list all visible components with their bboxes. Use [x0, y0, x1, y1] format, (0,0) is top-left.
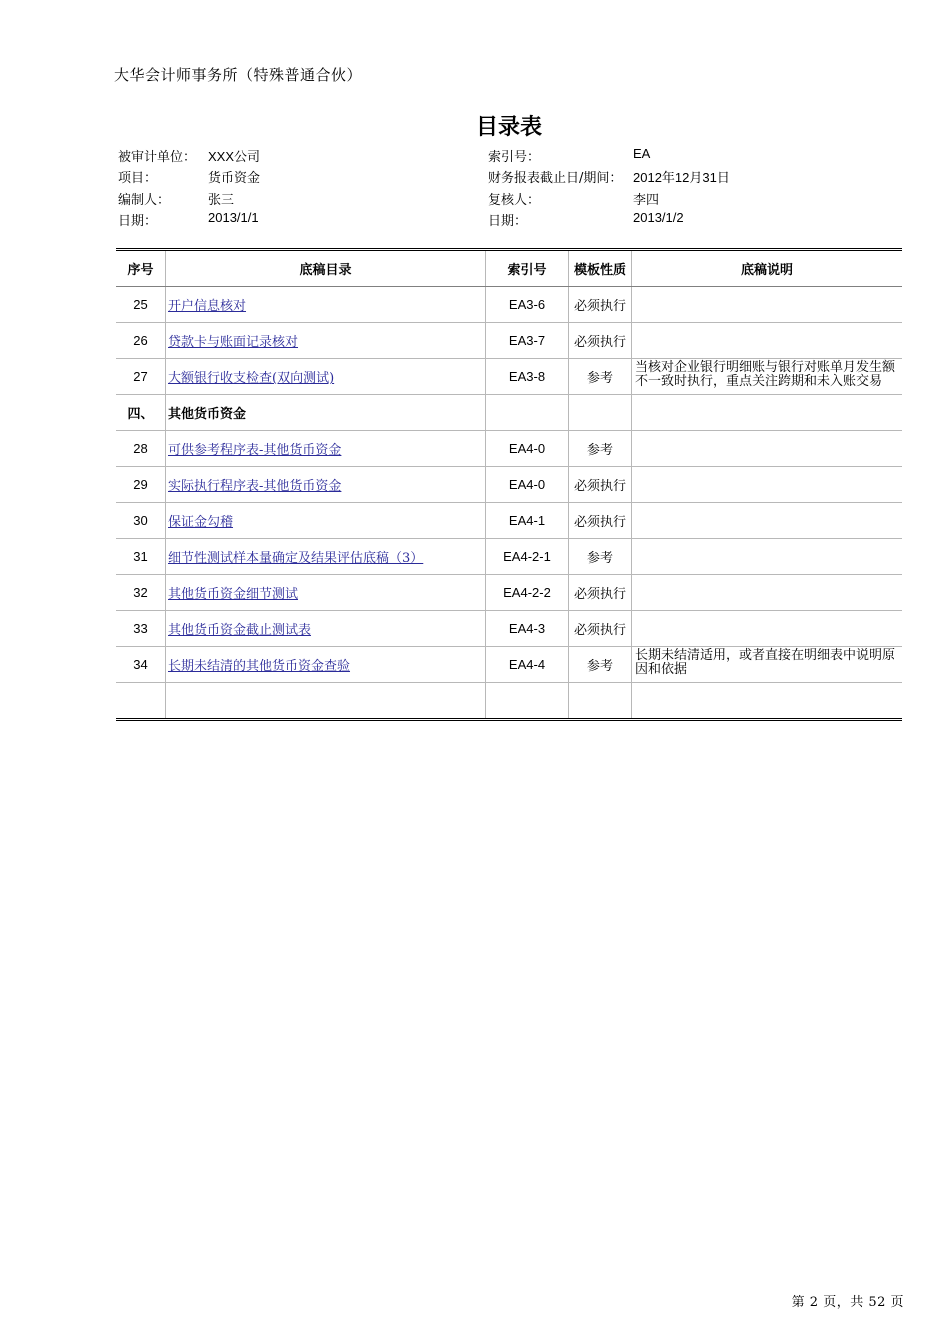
row-name-cell: [166, 395, 486, 430]
row-name-cell: [166, 503, 486, 538]
row-nature: 必须执行: [569, 287, 632, 322]
row-note: [632, 323, 902, 358]
date1-value: 2013/1/1: [208, 210, 259, 225]
date2-value: 2013/1/2: [633, 210, 684, 225]
workpaper-link[interactable]: 其他货币资金截止测试表: [168, 623, 312, 638]
header-no: 序号: [116, 251, 166, 286]
row-note: [632, 287, 902, 322]
table-row: [116, 647, 902, 683]
row-number: 四、: [116, 395, 166, 430]
section-title: 其他货币资金: [168, 407, 247, 422]
preparer-value: 张三: [208, 192, 235, 207]
row-number: 32: [116, 575, 166, 610]
row-nature: 参考: [569, 359, 632, 394]
index-value: EA: [633, 146, 651, 161]
row-index: EA4-0: [486, 431, 569, 466]
page-title: 目录表: [475, 115, 542, 140]
row-nature: 必须执行: [569, 611, 632, 646]
item-label: 项目：: [118, 171, 158, 186]
row-number: [116, 683, 166, 718]
workpaper-link[interactable]: 贷款卡与账面记录核对: [168, 335, 299, 350]
workpaper-link[interactable]: 其他货币资金细节测试: [168, 587, 299, 602]
workpaper-link[interactable]: 大额银行收支检查(双向测试): [168, 371, 335, 386]
row-number: 27: [116, 359, 166, 394]
row-nature: 必须执行: [569, 503, 632, 538]
row-index: EA4-2-2: [486, 575, 569, 610]
workpaper-link[interactable]: 保证金勾稽: [168, 515, 234, 530]
period-value: 2012年12月31日: [633, 170, 730, 185]
row-note: [632, 431, 902, 466]
auditee-label: 被审计单位：: [118, 150, 197, 165]
row-note: [632, 647, 902, 682]
row-nature: 参考: [569, 431, 632, 466]
table-header-row: [116, 251, 902, 287]
row-note: [632, 575, 902, 610]
workpaper-link[interactable]: 长期未结清的其他货币资金查验: [168, 659, 351, 674]
row-index: EA4-0: [486, 467, 569, 502]
index-label: 索引号：: [488, 150, 541, 165]
row-nature: 必须执行: [569, 323, 632, 358]
row-note: [632, 539, 902, 574]
header-note: 底稿说明: [740, 263, 793, 278]
header-index: 索引号: [486, 251, 569, 286]
row-number: 34: [116, 647, 166, 682]
row-nature: 参考: [569, 539, 632, 574]
row-number: 26: [116, 323, 166, 358]
row-name-cell: [166, 431, 486, 466]
row-nature: [569, 395, 632, 430]
item-value: 货币资金: [208, 170, 261, 185]
row-index: EA3-6: [486, 287, 569, 322]
firm-name: 大华会计师事务所（特殊普通合伙）: [114, 66, 363, 84]
table-row: [116, 287, 902, 323]
row-note: [632, 503, 902, 538]
row-name-cell: [166, 611, 486, 646]
row-note-text: 长期未结清适用，或者直接在明细表中说明原因和依据: [635, 648, 896, 677]
row-note-text: 当核对企业银行明细账与银行对账单月发生额不一致时执行，重点关注跨期和未入账交易: [635, 360, 896, 389]
row-index: EA3-8: [486, 359, 569, 394]
row-name-cell: [166, 575, 486, 610]
row-number: 30: [116, 503, 166, 538]
row-name-cell: [166, 647, 486, 682]
table-row: [116, 503, 902, 539]
row-name-cell: [166, 359, 486, 394]
row-index: EA4-2-1: [486, 539, 569, 574]
row-number: 33: [116, 611, 166, 646]
row-note: [632, 683, 902, 718]
table-row: [116, 431, 902, 467]
reviewer-label: 复核人：: [488, 193, 541, 208]
table-row: [116, 323, 902, 359]
period-label: 财务报表截止日/期间：: [488, 171, 623, 186]
auditee-value: XXX公司: [208, 149, 261, 164]
row-index: [486, 683, 569, 718]
date2-label: 日期：: [488, 214, 528, 229]
table-row: [116, 611, 902, 647]
row-index: EA3-7: [486, 323, 569, 358]
workpaper-link[interactable]: 实际执行程序表-其他货币资金: [168, 479, 342, 494]
row-name-cell: [166, 683, 486, 718]
date1-label: 日期：: [118, 214, 158, 229]
row-name-cell: [166, 467, 486, 502]
table-row: [116, 539, 902, 575]
header-name: 底稿目录: [166, 251, 486, 286]
row-index: EA4-3: [486, 611, 569, 646]
table-row: [116, 575, 902, 611]
row-index: [486, 395, 569, 430]
row-note: [632, 467, 902, 502]
row-name-cell: [166, 323, 486, 358]
header-nature: 模板性质: [569, 251, 632, 286]
row-number: 31: [116, 539, 166, 574]
row-note: [632, 359, 902, 394]
row-nature: 参考: [569, 647, 632, 682]
row-index: EA4-4: [486, 647, 569, 682]
table-row: [116, 683, 902, 718]
row-note: [632, 395, 902, 430]
row-nature: 必须执行: [569, 467, 632, 502]
workpaper-index-table: [116, 248, 902, 721]
row-number: 29: [116, 467, 166, 502]
row-index: EA4-1: [486, 503, 569, 538]
workpaper-link[interactable]: 开户信息核对: [168, 299, 247, 314]
section-row: [116, 395, 902, 431]
row-name-cell: [166, 539, 486, 574]
row-note: [632, 611, 902, 646]
row-nature: [569, 683, 632, 718]
table-row: [116, 359, 902, 395]
row-nature: 必须执行: [569, 575, 632, 610]
table-row: [116, 467, 902, 503]
workpaper-link[interactable]: 可供参考程序表-其他货币资金: [168, 443, 342, 458]
row-name-cell: [166, 287, 486, 322]
page-footer: 第 2 页，共 52 页: [791, 1295, 904, 1310]
row-number: 28: [116, 431, 166, 466]
row-number: 25: [116, 287, 166, 322]
workpaper-link[interactable]: 细节性测试样本量确定及结果评估底稿（3）: [168, 551, 424, 566]
reviewer-value: 李四: [633, 192, 660, 207]
preparer-label: 编制人：: [118, 193, 171, 208]
